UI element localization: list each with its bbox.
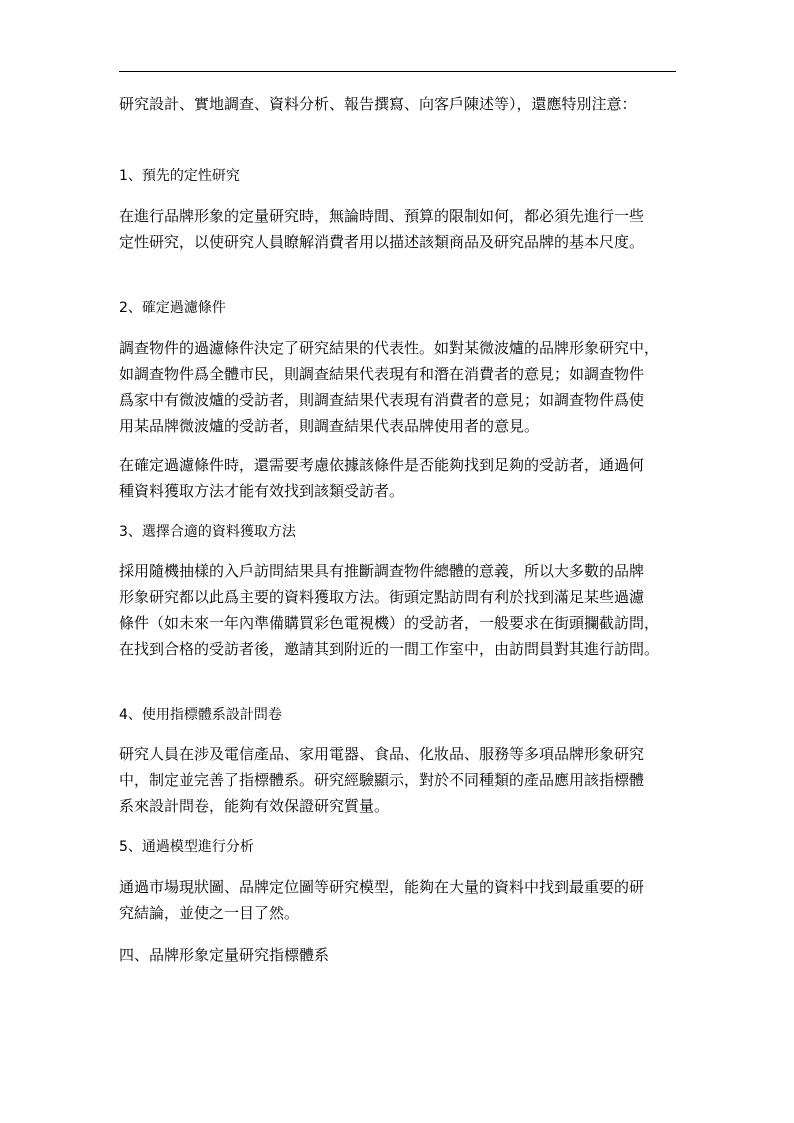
- text-line: 爲家中有微波爐的受訪者，則調查結果代表現有消費者的意見；如調查物件爲使: [119, 391, 645, 409]
- section-heading-text: 4、使用指標體系設計問卷: [119, 707, 282, 723]
- section-4-paragraph-1: [119, 741, 684, 819]
- text-line: 如調查物件爲全體市民，則調查結果代表現有和潛在消費者的意見；如調查物件: [119, 365, 645, 383]
- section-2-paragraph-2: [119, 452, 684, 504]
- header-rule: [119, 71, 676, 72]
- section-2-paragraph-1: [119, 335, 684, 439]
- section-3-paragraph-1: [119, 558, 684, 662]
- text-line: 形象研究都以此爲主要的資料獲取方法。街頭定點訪問有利於找到滿足某些過濾: [119, 588, 645, 606]
- text-line: 種資料獲取方法才能有效找到該類受訪者。: [119, 482, 405, 500]
- section-heading-text: 2、確定過濾條件: [119, 300, 226, 316]
- text-line: 條件（如未來一年內準備購買彩色電視機）的受訪者，一般要求在街頭攔截訪問，: [119, 614, 660, 632]
- text-line: 採用隨機抽樣的入戶訪問結果具有推斷調查物件總體的意義，所以大多數的品牌: [119, 562, 645, 580]
- text-line: 中，制定並完善了指標體系。研究經驗顯示，對於不同種類的產品應用該指標體: [119, 771, 645, 789]
- section-heading-text: 1、預先的定性研究: [119, 168, 240, 184]
- text-line: 定性研究，以使研究人員瞭解消費者用以描述該類商品及研究品牌的基本尺度。: [119, 233, 645, 251]
- text-line: 系來設計問卷，能夠有效保證研究質量。: [119, 797, 390, 815]
- text-line: 研究設計、實地調查、資料分析、報告撰寫、向客戶陳述等），還應特別注意：: [119, 95, 637, 113]
- text-line: 在找到合格的受訪者後，邀請其到附近的一間工作室中，由訪問員對其進行訪問。: [119, 640, 660, 658]
- section-5-paragraph-1: [119, 874, 684, 926]
- section-1-paragraph-1: [119, 203, 684, 255]
- text-line: 通過市場現狀圖、品牌定位圖等研究模型，能夠在大量的資料中找到最重要的研: [119, 878, 645, 896]
- section-heading-1: [119, 163, 684, 189]
- section-heading-3: [119, 519, 684, 545]
- section-heading-text: 5、通過模型進行分析: [119, 839, 254, 855]
- section-heading-5: [119, 834, 684, 860]
- text-line: 調查物件的過濾條件決定了研究結果的代表性。如對某微波爐的品牌形象研究中，: [119, 339, 660, 357]
- text-line: 在進行品牌形象的定量研究時，無論時間、預算的限制如何，都必須先進行一些: [119, 207, 645, 225]
- section-heading-text: 3、選擇合適的資料獲取方法: [119, 524, 296, 540]
- text-line: 在確定過濾條件時，還需要考慮依據該條件是否能夠找到足夠的受訪者，通過何: [119, 456, 645, 474]
- closing-heading: [119, 942, 684, 968]
- intro-paragraph: [119, 91, 684, 117]
- text-line: 研究人員在涉及電信產品、家用電器、食品、化妝品、服務等多項品牌形象研究: [119, 745, 645, 763]
- text-line: 究結論，並使之一目了然。: [119, 904, 300, 922]
- section-heading-4: [119, 702, 684, 728]
- closing-heading-text: 四、品牌形象定量研究指標體系: [119, 946, 330, 964]
- section-heading-2: [119, 295, 684, 321]
- text-line: 用某品牌微波爐的受訪者，則調查結果代表品牌使用者的意見。: [119, 417, 540, 435]
